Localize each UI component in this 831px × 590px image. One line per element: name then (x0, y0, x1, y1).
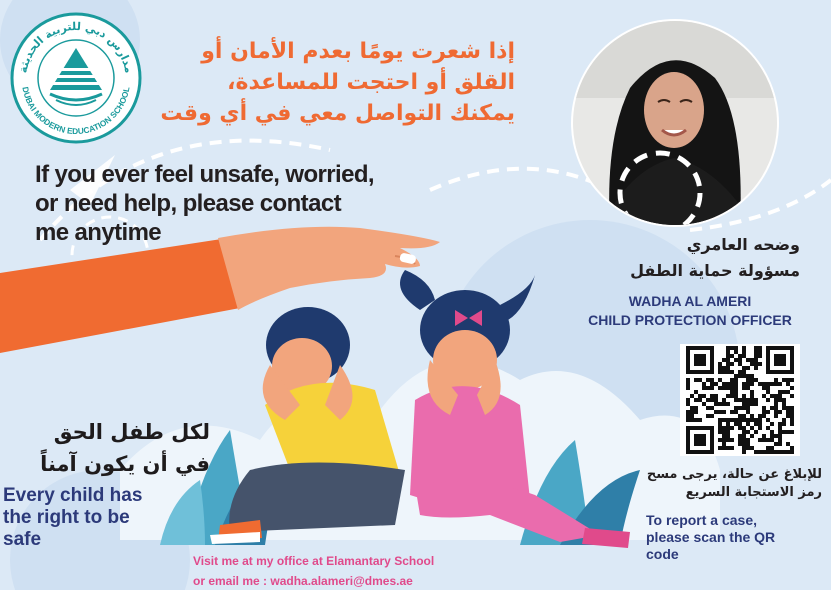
office-location-text: Visit me at my office at Elamantary School (193, 554, 435, 568)
report-english-line: please scan the QR (646, 529, 776, 545)
english-heading (35, 160, 475, 247)
email-text[interactable]: or email me : wadha.alameri@dmes.ae (193, 574, 413, 588)
english-heading-line: or need help, please contact (35, 190, 341, 217)
rights-arabic (18, 416, 210, 480)
contact-info (193, 551, 523, 590)
officer-english (560, 292, 820, 330)
rights-english (3, 485, 213, 551)
logo-english-text: DUBAI MODERN EDUCATION SCHOOL (20, 85, 132, 137)
english-heading-line: me anytime (35, 219, 162, 246)
arabic-heading-line: إذا شعرت يومًا بعدم الأمان أو (201, 39, 515, 64)
school-logo (8, 10, 144, 146)
officer-photo (570, 18, 780, 228)
officer-title-english: CHILD PROTECTION OFFICER (588, 312, 792, 328)
rights-arabic-line: لكل طفل الحق (53, 420, 210, 444)
qr-code[interactable] (680, 344, 800, 456)
report-arabic-line: للإبلاغ عن حالة، يرجى مسح (646, 467, 822, 482)
report-arabic-line: رمز الاستجابة السريع (685, 485, 822, 500)
report-arabic (600, 466, 822, 502)
rights-english-line: the right to be (3, 507, 130, 528)
arabic-heading-line: يمكنك التواصل معي في أي وقت (160, 101, 515, 126)
officer-name-arabic: وضحه العامري (686, 235, 800, 254)
rights-english-line: Every child has (3, 485, 143, 506)
officer-arabic (560, 232, 800, 284)
qr-finder-square (686, 426, 714, 454)
report-english (646, 512, 826, 563)
logo-arabic-text: مدارس دبي للتربية الحديثة (16, 19, 136, 75)
rights-english-line: safe (3, 529, 42, 550)
qr-finder-square (766, 346, 794, 374)
officer-name-english: WADHA AL AMERI (628, 293, 752, 309)
english-heading-line: If you ever feel unsafe, worried, (35, 161, 374, 188)
officer-title-arabic: مسؤولة حماية الطفل (630, 261, 800, 280)
report-english-line: code (646, 546, 679, 562)
rights-arabic-line: في أن يكون آمناً (40, 452, 210, 476)
arabic-heading-line: القلق أو احتجت للمساعدة، (227, 70, 515, 95)
report-english-line: To report a case, (646, 512, 758, 528)
qr-code-pattern (680, 344, 800, 456)
boy-figure (210, 307, 405, 544)
arabic-heading (150, 36, 515, 129)
qr-finder-square (686, 346, 714, 374)
